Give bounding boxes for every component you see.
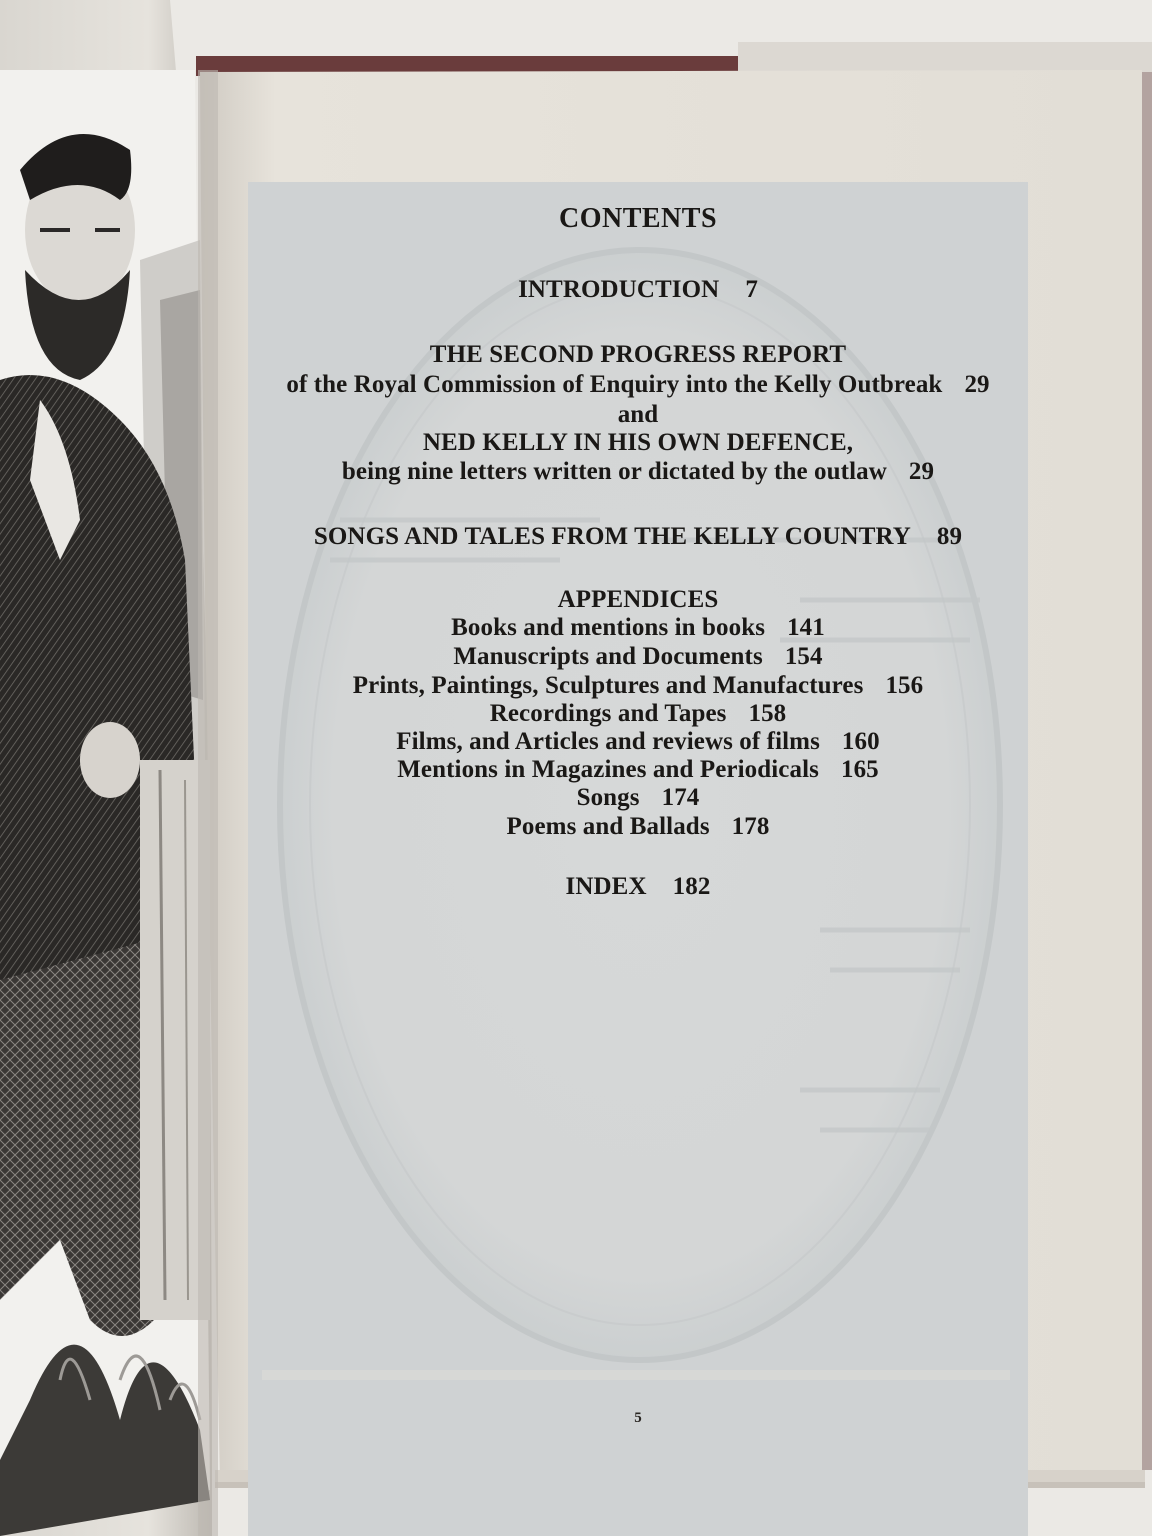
toc-entry-progress-report-title: THE SECOND PROGRESS REPORT <box>429 341 847 368</box>
toc-page-number: 154 <box>784 643 823 670</box>
toc-page-number: 89 <box>936 523 963 550</box>
toc-appendix-item: Films, and Articles and reviews of films 160 <box>396 728 880 755</box>
toc-page-number: 182 <box>672 873 711 900</box>
toc-appendix-item: Books and mentions in books 141 <box>451 614 825 641</box>
toc-and: and <box>617 401 659 428</box>
portrait-engraving <box>0 70 210 1536</box>
toc-page-number: 29 <box>908 458 935 485</box>
toc-page-number: 160 <box>841 728 880 755</box>
toc-page-number: 158 <box>748 700 787 727</box>
toc-page-number: 174 <box>661 784 700 811</box>
toc-entry-own-defence-title: NED KELLY IN HIS OWN DEFENCE, <box>422 429 854 456</box>
toc-page-number: 156 <box>885 672 924 699</box>
toc-appendix-item: Songs 174 <box>576 784 700 811</box>
toc-page-number: 29 <box>964 371 990 398</box>
table-of-contents <box>248 0 1028 1536</box>
page-number: 5 <box>634 1410 642 1426</box>
toc-page-number: 165 <box>840 756 879 783</box>
gutter-shadow <box>198 70 218 1536</box>
toc-entry-own-defence-subtitle: being nine letters written or dictated by the outlaw 29 <box>341 458 935 485</box>
toc-appendix-item: Poems and Ballads 178 <box>506 813 770 840</box>
toc-label: INTRODUCTION <box>518 276 720 303</box>
toc-appendix-item: Recordings and Tapes 158 <box>489 700 787 727</box>
toc-entry-songs-tales: SONGS AND TALES FROM THE KELLY COUNTRY 89 <box>313 523 963 550</box>
toc-page-number: 141 <box>787 614 825 641</box>
toc-entry-progress-report-subtitle: of the Royal Commission of Enquiry into the Kelly Outbreak 29 <box>286 371 990 398</box>
toc-page-number: 178 <box>731 813 770 840</box>
toc-appendices-heading: APPENDICES <box>557 586 719 613</box>
contents-heading: CONTENTS <box>558 203 718 234</box>
toc-appendix-item: Prints, Paintings, Sculptures and Manufactures 156 <box>352 672 924 699</box>
toc-appendix-item: Manuscripts and Documents 154 <box>453 643 823 670</box>
toc-appendix-item: Mentions in Magazines and Periodicals 165 <box>397 756 879 783</box>
toc-entry-index: INDEX 182 <box>565 873 711 900</box>
toc-entry-introduction <box>248 275 1028 305</box>
toc-page-number: 7 <box>745 276 758 303</box>
